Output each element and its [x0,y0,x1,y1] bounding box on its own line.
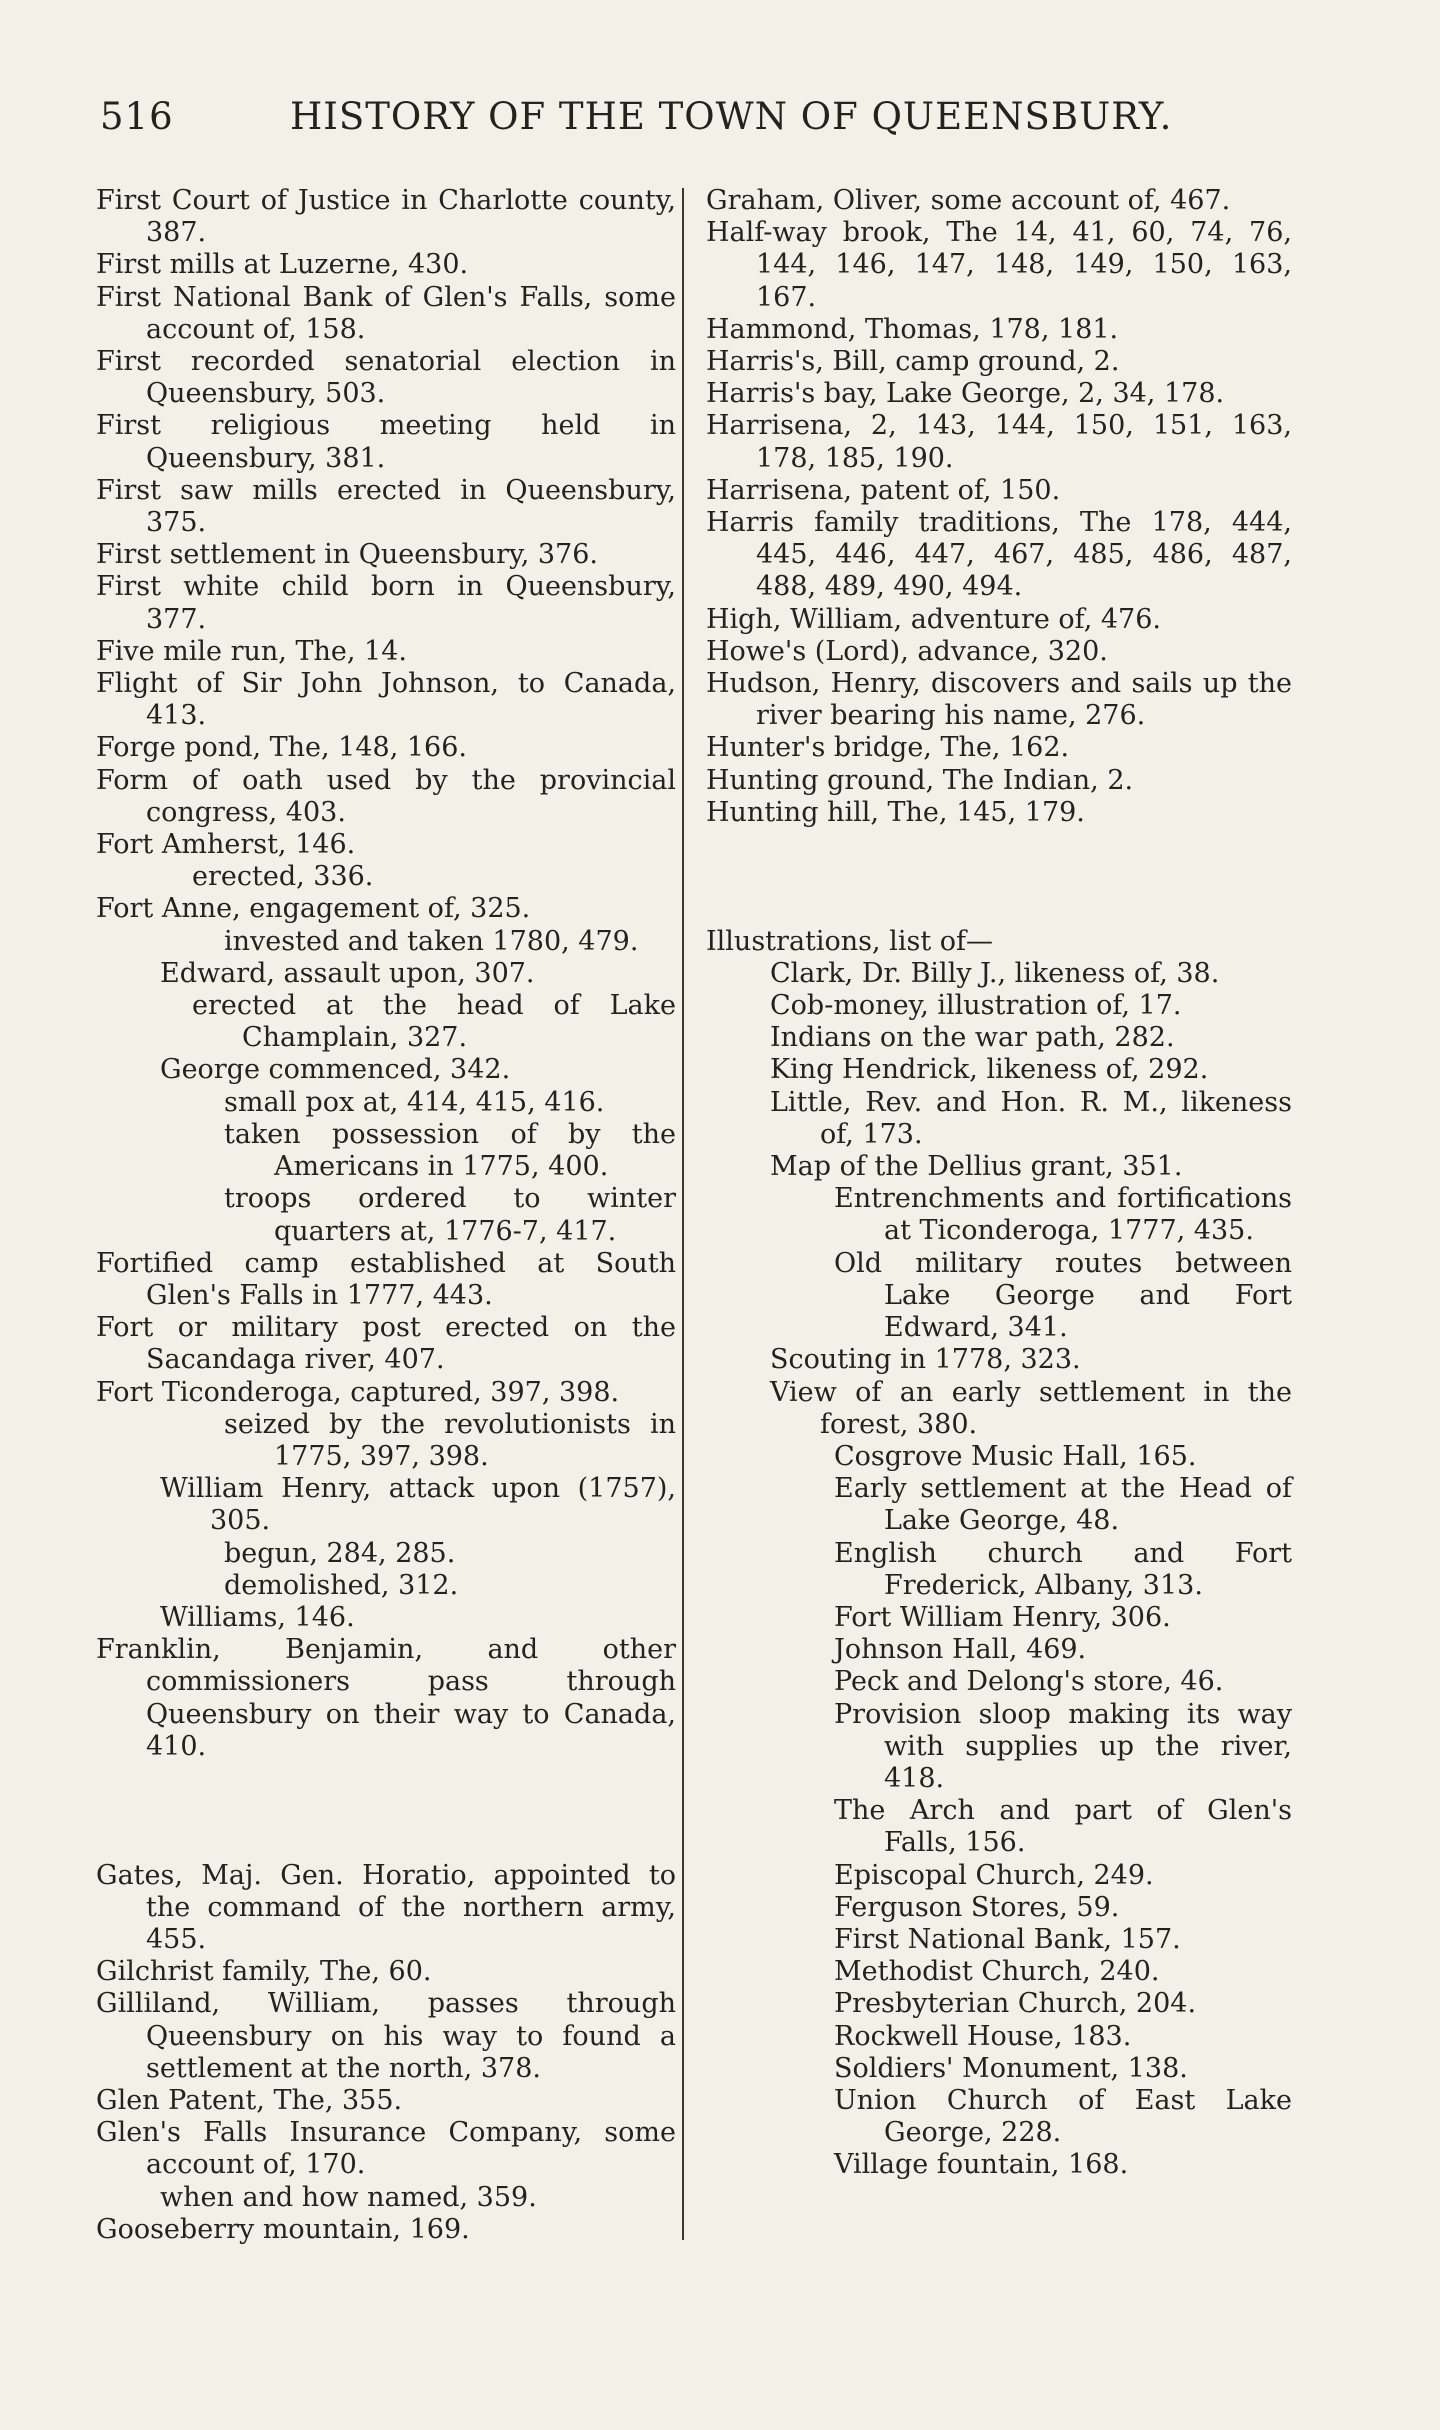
index-entry: Harris's, Bill, camp ground, 2. [706,346,1120,378]
index-entry: Union Church of East Lake George, 228. [834,2084,1292,2149]
index-entry: First recorded senatorial election in Queensbury, 503. [96,346,676,410]
index-entry: Little, Rev. and Hon. R. M., likeness of, 173. [770,1086,1292,1150]
index-entry: Old military routes between Lake George and Fort Edward, 341. [834,1247,1292,1344]
index-entry: demolished, 312. [224,1569,459,1601]
index-entry: Fort Ticonderoga, captured, 397, 398. [96,1376,620,1408]
index-entry: Soldiers' Monument, 138. [834,2052,1188,2084]
page-title: HISTORY OF THE TOWN OF QUEENSBURY. [290,95,1173,138]
index-entry: Fort Anne, engagement of, 325. [96,893,531,925]
index-entry: Gilchrist family, The, 60. [96,1956,432,1988]
index-entry: King Hendrick, likeness of, 292. [770,1054,1209,1086]
index-entry: Gooseberry mountain, 169. [96,2213,470,2245]
index-entry: small pox at, 414, 415, 416. [224,1086,605,1118]
index-entry: Forge pond, The, 148, 166. [96,732,467,764]
index-entry: Graham, Oliver, some account of, 467. [706,185,1231,216]
index-entry: Gilliland, William, passes through Queensbury on his way to found a settlement at the north, 378. [96,1988,676,2084]
index-entry: Five mile run, The, 14. [96,635,407,667]
index-entry: First white child born in Queensbury, 377. [96,571,676,635]
index-entry: Indians on the war path, 282. [770,1022,1175,1054]
index-column-left [96,185,676,2246]
index-entry: Fortified camp established at South Glen's Falls in 1777, 443. [96,1247,676,1311]
index-entry: Hudson, Henry, discovers and sails up the river bearing his name, 276. [706,668,1292,732]
index-entry: erected at the head of Lake Champlain, 327. [192,990,676,1054]
index-entry: Harrisena, patent of, 150. [706,474,1061,506]
index-entry: Edward, assault upon, 307. [160,957,535,989]
index-entry: Cob-money, illustration of, 17. [770,990,1182,1022]
index-entry: Provision sloop making its way with supplies up the river, 418. [834,1698,1292,1794]
index-entry: Village fountain, 168. [834,2149,1129,2181]
index-entry: Harris family traditions, The 178, 444, 445, 446, 447, 467, 485, 486, 487, 488, 489, 490, 494. [706,507,1292,603]
index-entry: Scouting in 1778, 323. [770,1344,1081,1376]
index-entry: First mills at Luzerne, 430. [96,249,469,281]
index-entry: Hunting hill, The, 145, 179. [706,796,1085,828]
index-entry: Early settlement at the Head of Lake George, 48. [834,1473,1292,1537]
index-entry: Presbyterian Church, 204. [834,1988,1197,2020]
index-entry: English church and Fort Frederick, Albany, 313. [834,1537,1292,1601]
index-entry: Rockwell House, 183. [834,2020,1132,2052]
index-entry: First saw mills erected in Queensbury, 375. [96,474,676,539]
index-entry: First National Bank of Glen's Falls, some account of, 158. [96,281,676,345]
column-divider [682,188,684,2240]
index-entry: Peck and Delong's store, 46. [834,1666,1224,1698]
index-entry: Fort William Henry, 306. [834,1601,1171,1633]
page-number: 516 [100,95,174,138]
index-entry: invested and taken 1780, 479. [224,925,639,957]
index-entry: Harris's bay, Lake George, 2, 34, 178. [706,378,1225,410]
index-entry: William Henry, attack upon (1757), 305. [160,1473,676,1537]
index-entry: First National Bank, 157. [834,1923,1181,1955]
index-entry: Glen Patent, The, 355. [96,2084,403,2116]
index-column-right [706,185,1292,2182]
index-entry: Franklin, Benjamin, and other commissioners pass through Queensbury on their way to Canada, 410. [96,1634,676,1762]
index-entry: Form of oath used by the provincial congress, 403. [96,764,676,828]
index-entry: Hunter's bridge, The, 162. [706,732,1070,764]
index-entry: Half-way brook, The 14, 41, 60, 74, 76, 144, 146, 147, 148, 149, 150, 163, 167. [706,217,1292,313]
index-entry: Hunting ground, The Indian, 2. [706,764,1134,796]
index-entry: Clark, Dr. Billy J., likeness of, 38. [770,957,1220,989]
index-entry: Map of the Dellius grant, 351. [770,1151,1183,1183]
index-entry: Johnson Hall, 469. [834,1634,1087,1666]
section-gap [96,1763,676,1860]
index-entry: First Court of Justice in Charlotte county, 387. [96,185,676,249]
index-entry: George commenced, 342. [160,1054,511,1086]
index-entry: Gates, Maj. Gen. Horatio, appointed to the command of the northern army, 455. [96,1859,676,1955]
index-entry: Entrenchments and fortifications at Ticonderoga, 1777, 435. [834,1183,1292,1247]
index-entry: Cosgrove Music Hall, 165. [834,1440,1197,1472]
index-entry: The Arch and part of Glen's Falls, 156. [834,1795,1292,1859]
index-entry: Glen's Falls Insurance Company, some account of, 170. [96,2117,676,2181]
index-entry: First religious meeting held in Queensbury, 381. [96,410,676,474]
index-entry: Fort Amherst, 146. [96,829,356,861]
index-entry: Hammond, Thomas, 178, 181. [706,313,1119,345]
index-entry: when and how named, 359. [160,2181,537,2213]
index-entry: Williams, 146. [160,1601,355,1633]
index-entry: Episcopal Church, 249. [834,1859,1154,1891]
index-entry: erected, 336. [192,861,374,893]
index-entry: High, William, adventure of, 476. [706,603,1161,635]
index-entry: First settlement in Queensbury, 376. [96,539,598,571]
index-entry: Harrisena, 2, 143, 144, 150, 151, 163, 178, 185, 190. [706,410,1292,474]
index-entry: Methodist Church, 240. [834,1956,1160,1988]
index-entry: Fort or military post erected on the Sacandaga river, 407. [96,1312,676,1376]
index-entry: seized by the revolutionists in 1775, 397, 398. [224,1408,676,1472]
index-entry: Flight of Sir John Johnson, to Canada, 413. [96,668,676,732]
index-entry: Ferguson Stores, 59. [834,1891,1120,1923]
index-entry: Illustrations, list of— [706,925,993,957]
index-entry: taken possession of by the Americans in 1775, 400. [224,1118,676,1183]
index-entry: troops ordered to winter quarters at, 1776-7, 417. [224,1183,676,1247]
index-entry: begun, 284, 285. [224,1537,456,1569]
index-entry: View of an early settlement in the forest, 380. [770,1376,1292,1440]
index-entry: Howe's (Lord), advance, 320. [706,635,1108,667]
section-gap [706,829,1292,926]
